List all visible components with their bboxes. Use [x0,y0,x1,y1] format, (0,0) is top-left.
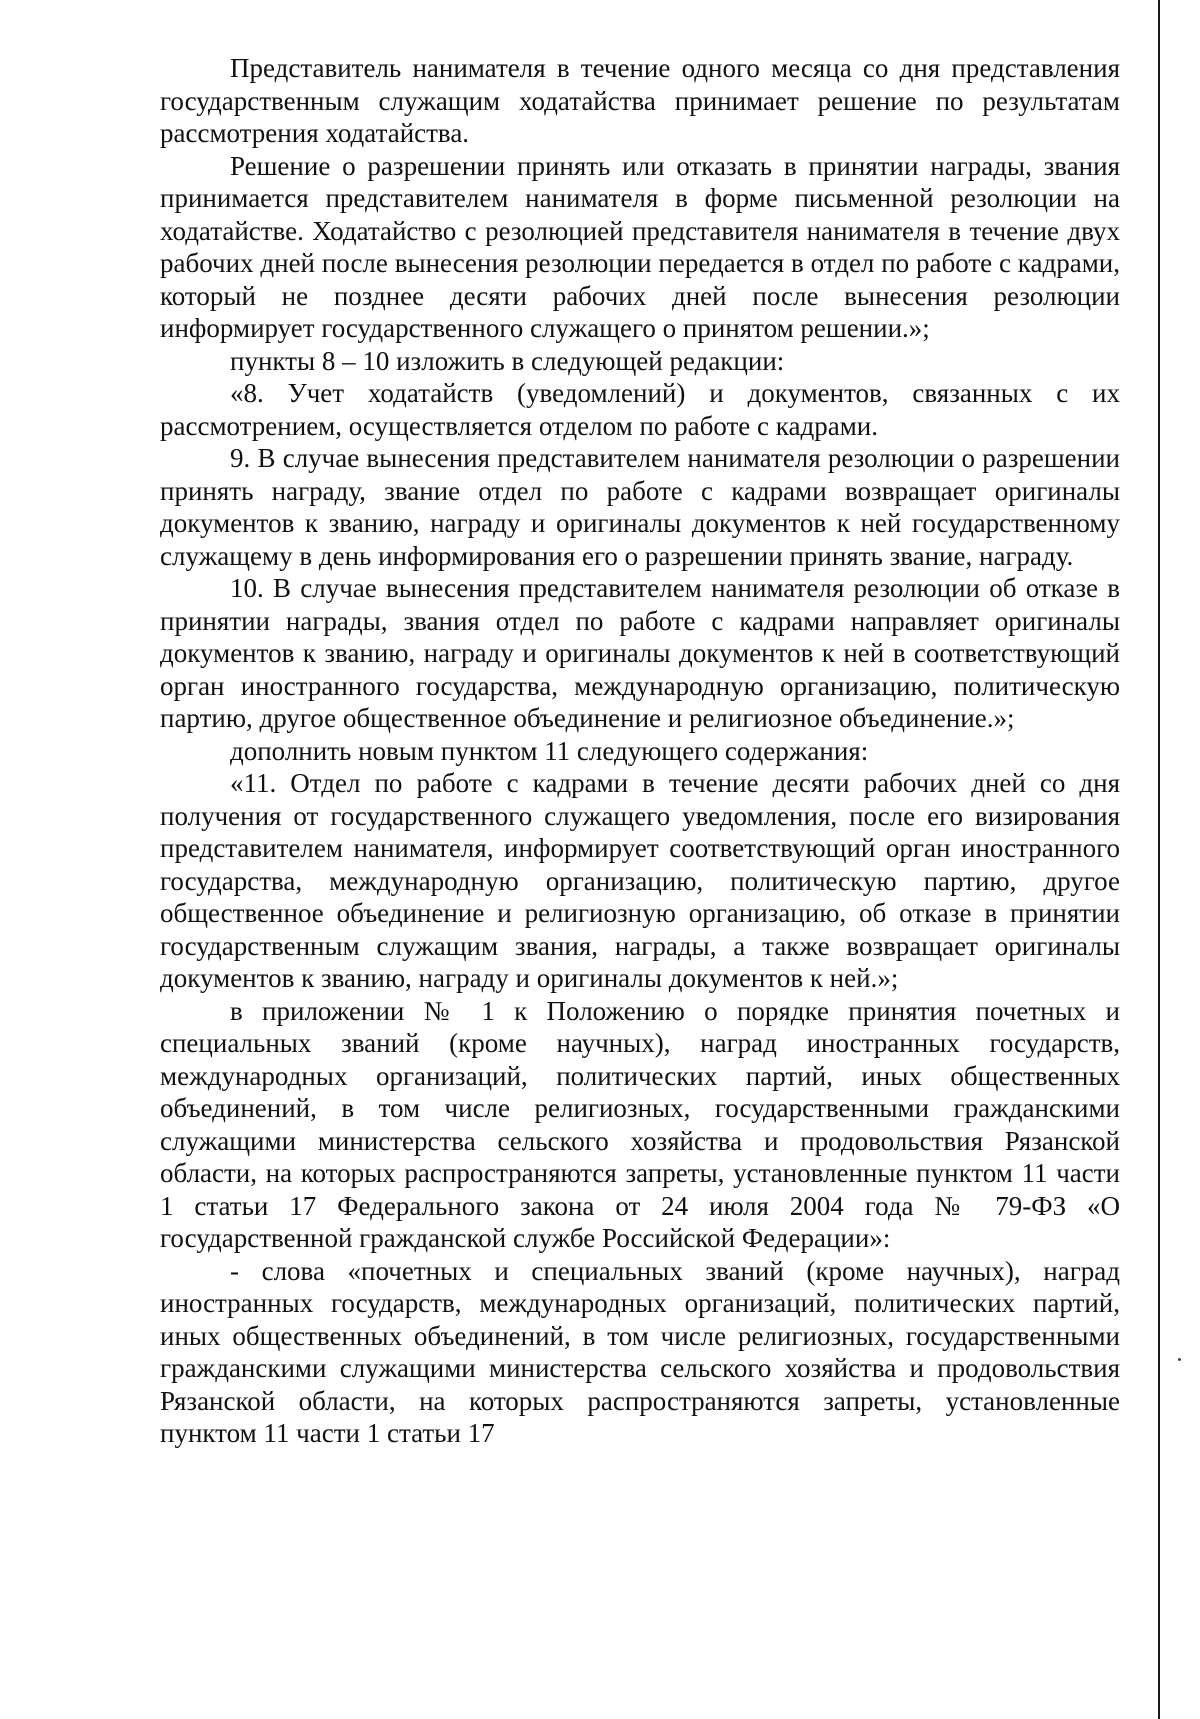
document-body [160,52,1120,1450]
paragraph-4: «8. Учет ходатайств (уведомлений) и документов, связанных с их рассмотрением, осуществляется отделом по работе с кадрами. [160,378,1120,441]
paragraph-1: Представитель нанимателя в течение одного месяца со дня представления государственным служащим ходатайства принимает решение по результатам рассмотрения ходатайства. [160,53,1120,148]
paragraph-6: 10. В случае вынесения представителем нанимателя резолюции об отказе в принятии награды, звания отдел по работе с кадрами направляет оригиналы документов к званию, награду и оригиналы документов к ней в соответствующий орган иностранного государства, международную организацию, политическую партию, другое общественное объединение и религиозное объединение.»; [160,573,1120,733]
scan-edge-line [1158,0,1160,1719]
paragraph-5: 9. В случае вынесения представителем нанимателя резолюции о разрешении принять награду, звание отдел по работе с кадрами возвращает оригиналы документов к званию, награду и оригиналы документов к ней государственному служащему в день информирования его о разрешении принять звание, награду. [160,443,1120,571]
paragraph-10: - слова «почетных и специальных званий (кроме научных), наград иностранных государств, международных организаций, политических партий, иных общественных объединений, в том числе религиозных, государственными гражданскими служащими министерства сельского хозяйства и продовольствия Рязанской области, на которых распространяются запреты, установленные пунктом 11 части 1 статьи 17 [160,1255,1120,1448]
scan-speck [1178,1358,1181,1361]
paragraph-7: дополнить новым пунктом 11 следующего содержания: [230,735,869,766]
paragraph-9: в приложении № 1 к Положению о порядке принятия почетных и специальных званий (кроме научных), наград иностранных государств, международных организаций, политических партий, иных общественных объединений, в том числе религиозных, государственными гражданскими служащими министерства сельского хозяйства и продовольствия Рязанской области, на которых распространяются запреты, установленные пунктом 11 части 1 статьи 17 Федерального закона от 24 июля 2004 года № 79-ФЗ «О государственной гражданской службе Российской Федерации»: [160,995,1120,1253]
paragraph-2: Решение о разрешении принять или отказать в принятии награды, звания принимается представителем нанимателя в форме письменной резолюции на ходатайстве. Ходатайство с резолюцией представителя нанимателя в течение двух рабочих дней после вынесения резолюции передается в отдел по работе с кадрами, который не позднее десяти рабочих дней после вынесения резолюции информирует государственного служащего о принятом решении.»; [160,150,1120,343]
paragraph-8: «11. Отдел по работе с кадрами в течение десяти рабочих дней со дня получения от государственного служащего уведомления, после его визирования представителем нанимателя, информирует соответствующий орган иностранного государства, международную организацию, политическую партию, другое общественное объединение и религиозную организацию, об отказе в принятии государственным служащим звания, награды, а также возвращает оригиналы документов к званию, награду и оригиналы документов к ней.»; [160,768,1120,993]
paragraph-3: пункты 8 – 10 изложить в следующей редакции: [230,345,785,376]
